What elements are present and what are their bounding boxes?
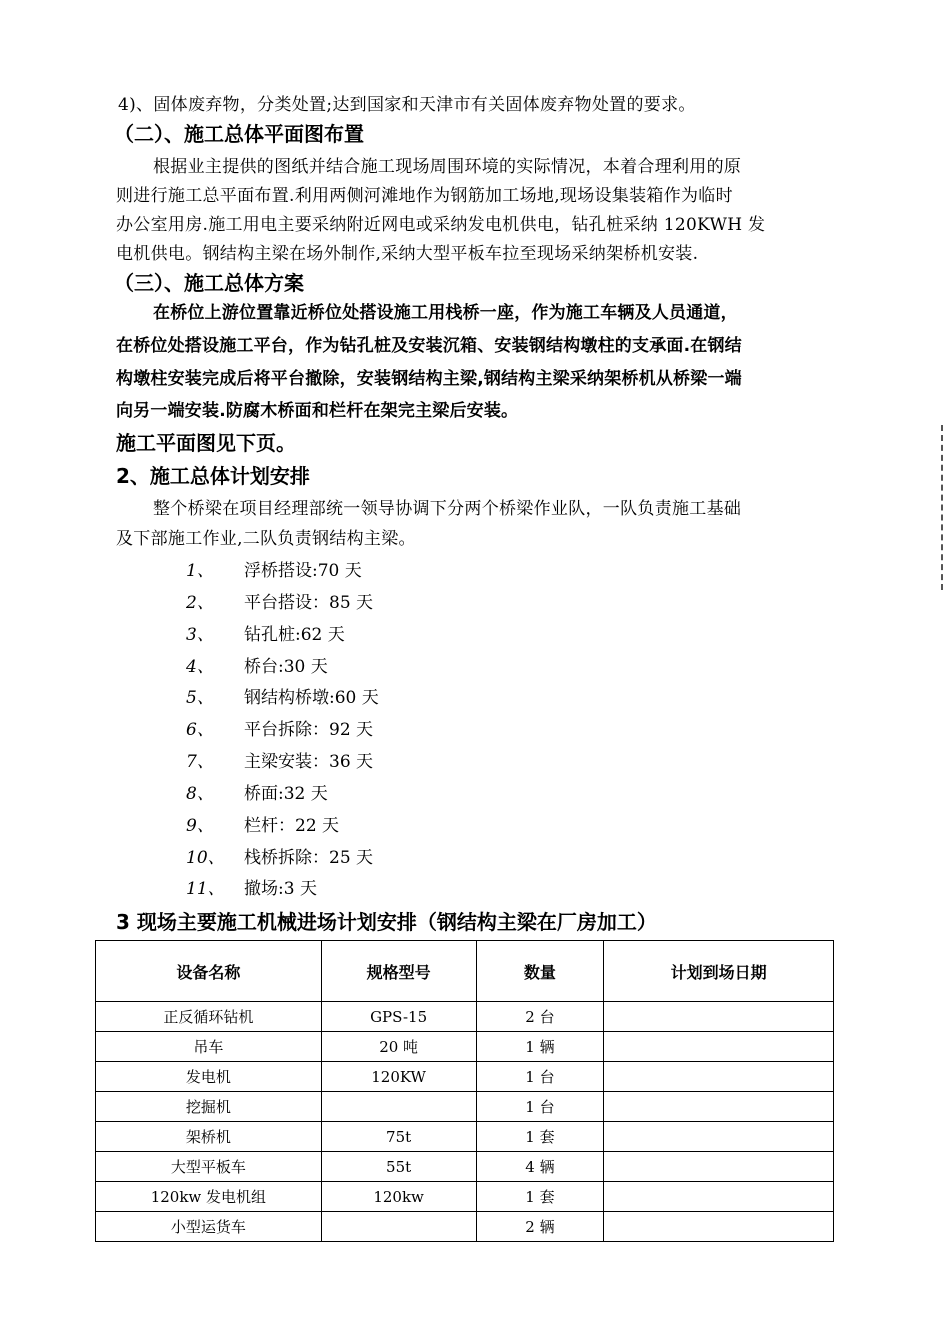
section-heading-equipment: 3 现场主要施工机械进场计划安排（钢结构主梁在厂房加工） xyxy=(116,910,657,934)
table-row xyxy=(96,1062,834,1092)
list-item: 5、 钢结构桥墩:60 天 xyxy=(186,688,379,708)
table-cell: 1 辆 xyxy=(476,1032,604,1062)
table-cell: 75t xyxy=(321,1122,476,1152)
table-cell: 吊车 xyxy=(96,1032,322,1062)
table-row xyxy=(96,1152,834,1182)
section-heading-plan: （三）、施工总体方案 xyxy=(114,271,304,295)
column-header-arrival-date: 计划到场日期 xyxy=(604,941,834,1002)
list-item: 10、 栈桥拆除：25 天 xyxy=(186,848,374,868)
table-cell xyxy=(321,1212,476,1242)
table-cell xyxy=(604,1152,834,1182)
table-cell: 1 套 xyxy=(476,1122,604,1152)
table-cell: 1 台 xyxy=(476,1092,604,1122)
section-heading-layout: （二）、施工总体平面图布置 xyxy=(114,122,364,146)
list-item: 4、 桥台:30 天 xyxy=(186,657,328,677)
list-item: 1、 浮桥搭设:70 天 xyxy=(186,561,362,581)
table-row xyxy=(96,1182,834,1212)
table-row xyxy=(96,1002,834,1032)
column-header-quantity: 数量 xyxy=(476,941,604,1002)
table-cell: 架桥机 xyxy=(96,1122,322,1152)
table-cell: 4 辆 xyxy=(476,1152,604,1182)
layout-paragraph-line: 电机供电。钢结构主梁在场外制作,采纳大型平板车拉至现场采纳架桥机安装. xyxy=(116,244,699,264)
table-row xyxy=(96,1122,834,1152)
plan-paragraph-line: 在桥位处搭设施工平台，作为钻孔桩及安装沉箱、安装钢结构墩柱的支承面.在钢结 xyxy=(116,336,742,356)
table-row xyxy=(96,1032,834,1062)
plan-paragraph-line: 在桥位上游位置靠近桥位处搭设施工用栈桥一座，作为施工车辆及人员通道， xyxy=(153,303,738,323)
list-item: 11、 撤场:3 天 xyxy=(186,879,317,899)
table-cell: 120kw xyxy=(321,1182,476,1212)
layout-paragraph-line: 则进行施工总平面布置.利用两侧河滩地作为钢筋加工场地,现场设集装箱作为临时 xyxy=(116,186,733,206)
list-item: 8、 桥面:32 天 xyxy=(186,784,328,804)
list-item: 3、 钻孔桩:62 天 xyxy=(186,625,345,645)
table-row xyxy=(96,1092,834,1122)
table-cell: 挖掘机 xyxy=(96,1092,322,1122)
list-item: 7、 主梁安装：36 天 xyxy=(186,752,374,772)
table-cell xyxy=(604,1212,834,1242)
table-cell xyxy=(604,1032,834,1062)
list-item: 9、 栏杆：22 天 xyxy=(186,816,340,836)
table-cell xyxy=(604,1062,834,1092)
column-header-equipment-name: 设备名称 xyxy=(96,941,322,1002)
table-cell: 大型平板车 xyxy=(96,1152,322,1182)
table-cell: 1 台 xyxy=(476,1062,604,1092)
table-header-row xyxy=(96,941,834,1002)
list-item: 6、 平台拆除：92 天 xyxy=(186,720,374,740)
layout-paragraph-line: 根据业主提供的图纸并结合施工现场周围环境的实际情况，本着合理利用的原 xyxy=(153,157,742,177)
table-cell: 55t xyxy=(321,1152,476,1182)
table-cell: 2 辆 xyxy=(476,1212,604,1242)
table-cell xyxy=(604,1182,834,1212)
waste-disposal-line: 4)、固体废弃物，分类处置;达到国家和天津市有关固体废弃物处置的要求。 xyxy=(118,95,696,115)
schedule-paragraph-line: 整个桥梁在项目经理部统一领导协调下分两个桥梁作业队，一队负责施工基础 xyxy=(153,499,742,519)
plan-paragraph-line: 向另一端安装.防腐木桥面和栏杆在架完主梁后安装。 xyxy=(116,401,519,421)
table-cell: 120kw 发电机组 xyxy=(96,1182,322,1212)
table-cell: 120KW xyxy=(321,1062,476,1092)
table-cell: 发电机 xyxy=(96,1062,322,1092)
table-cell xyxy=(604,1122,834,1152)
table-cell xyxy=(321,1092,476,1122)
section-heading-schedule: 2、施工总体计划安排 xyxy=(116,464,310,488)
plan-drawing-note: 施工平面图见下页。 xyxy=(116,431,296,455)
plan-paragraph-line: 构墩柱安装完成后将平台撤除，安装钢结构主梁,钢结构主梁采纳架桥机从桥梁一端 xyxy=(116,369,742,389)
equipment-table xyxy=(95,940,834,1242)
table-cell: GPS-15 xyxy=(321,1002,476,1032)
table-cell: 2 台 xyxy=(476,1002,604,1032)
binding-margin-mark xyxy=(941,425,943,590)
table-cell: 正反循环钻机 xyxy=(96,1002,322,1032)
column-header-model: 规格型号 xyxy=(321,941,476,1002)
table-cell xyxy=(604,1092,834,1122)
table-cell: 1 套 xyxy=(476,1182,604,1212)
table-cell xyxy=(604,1002,834,1032)
table-cell: 20 吨 xyxy=(321,1032,476,1062)
table-cell: 小型运货车 xyxy=(96,1212,322,1242)
layout-paragraph-line: 办公室用房.施工用电主要采纳附近网电或采纳发电机供电，钻孔桩采纳 120KWH 发 xyxy=(116,215,766,235)
list-item: 2、 平台搭设：85 天 xyxy=(186,593,374,613)
table-row xyxy=(96,1212,834,1242)
schedule-paragraph-line: 及下部施工作业,二队负责钢结构主梁。 xyxy=(116,529,416,549)
